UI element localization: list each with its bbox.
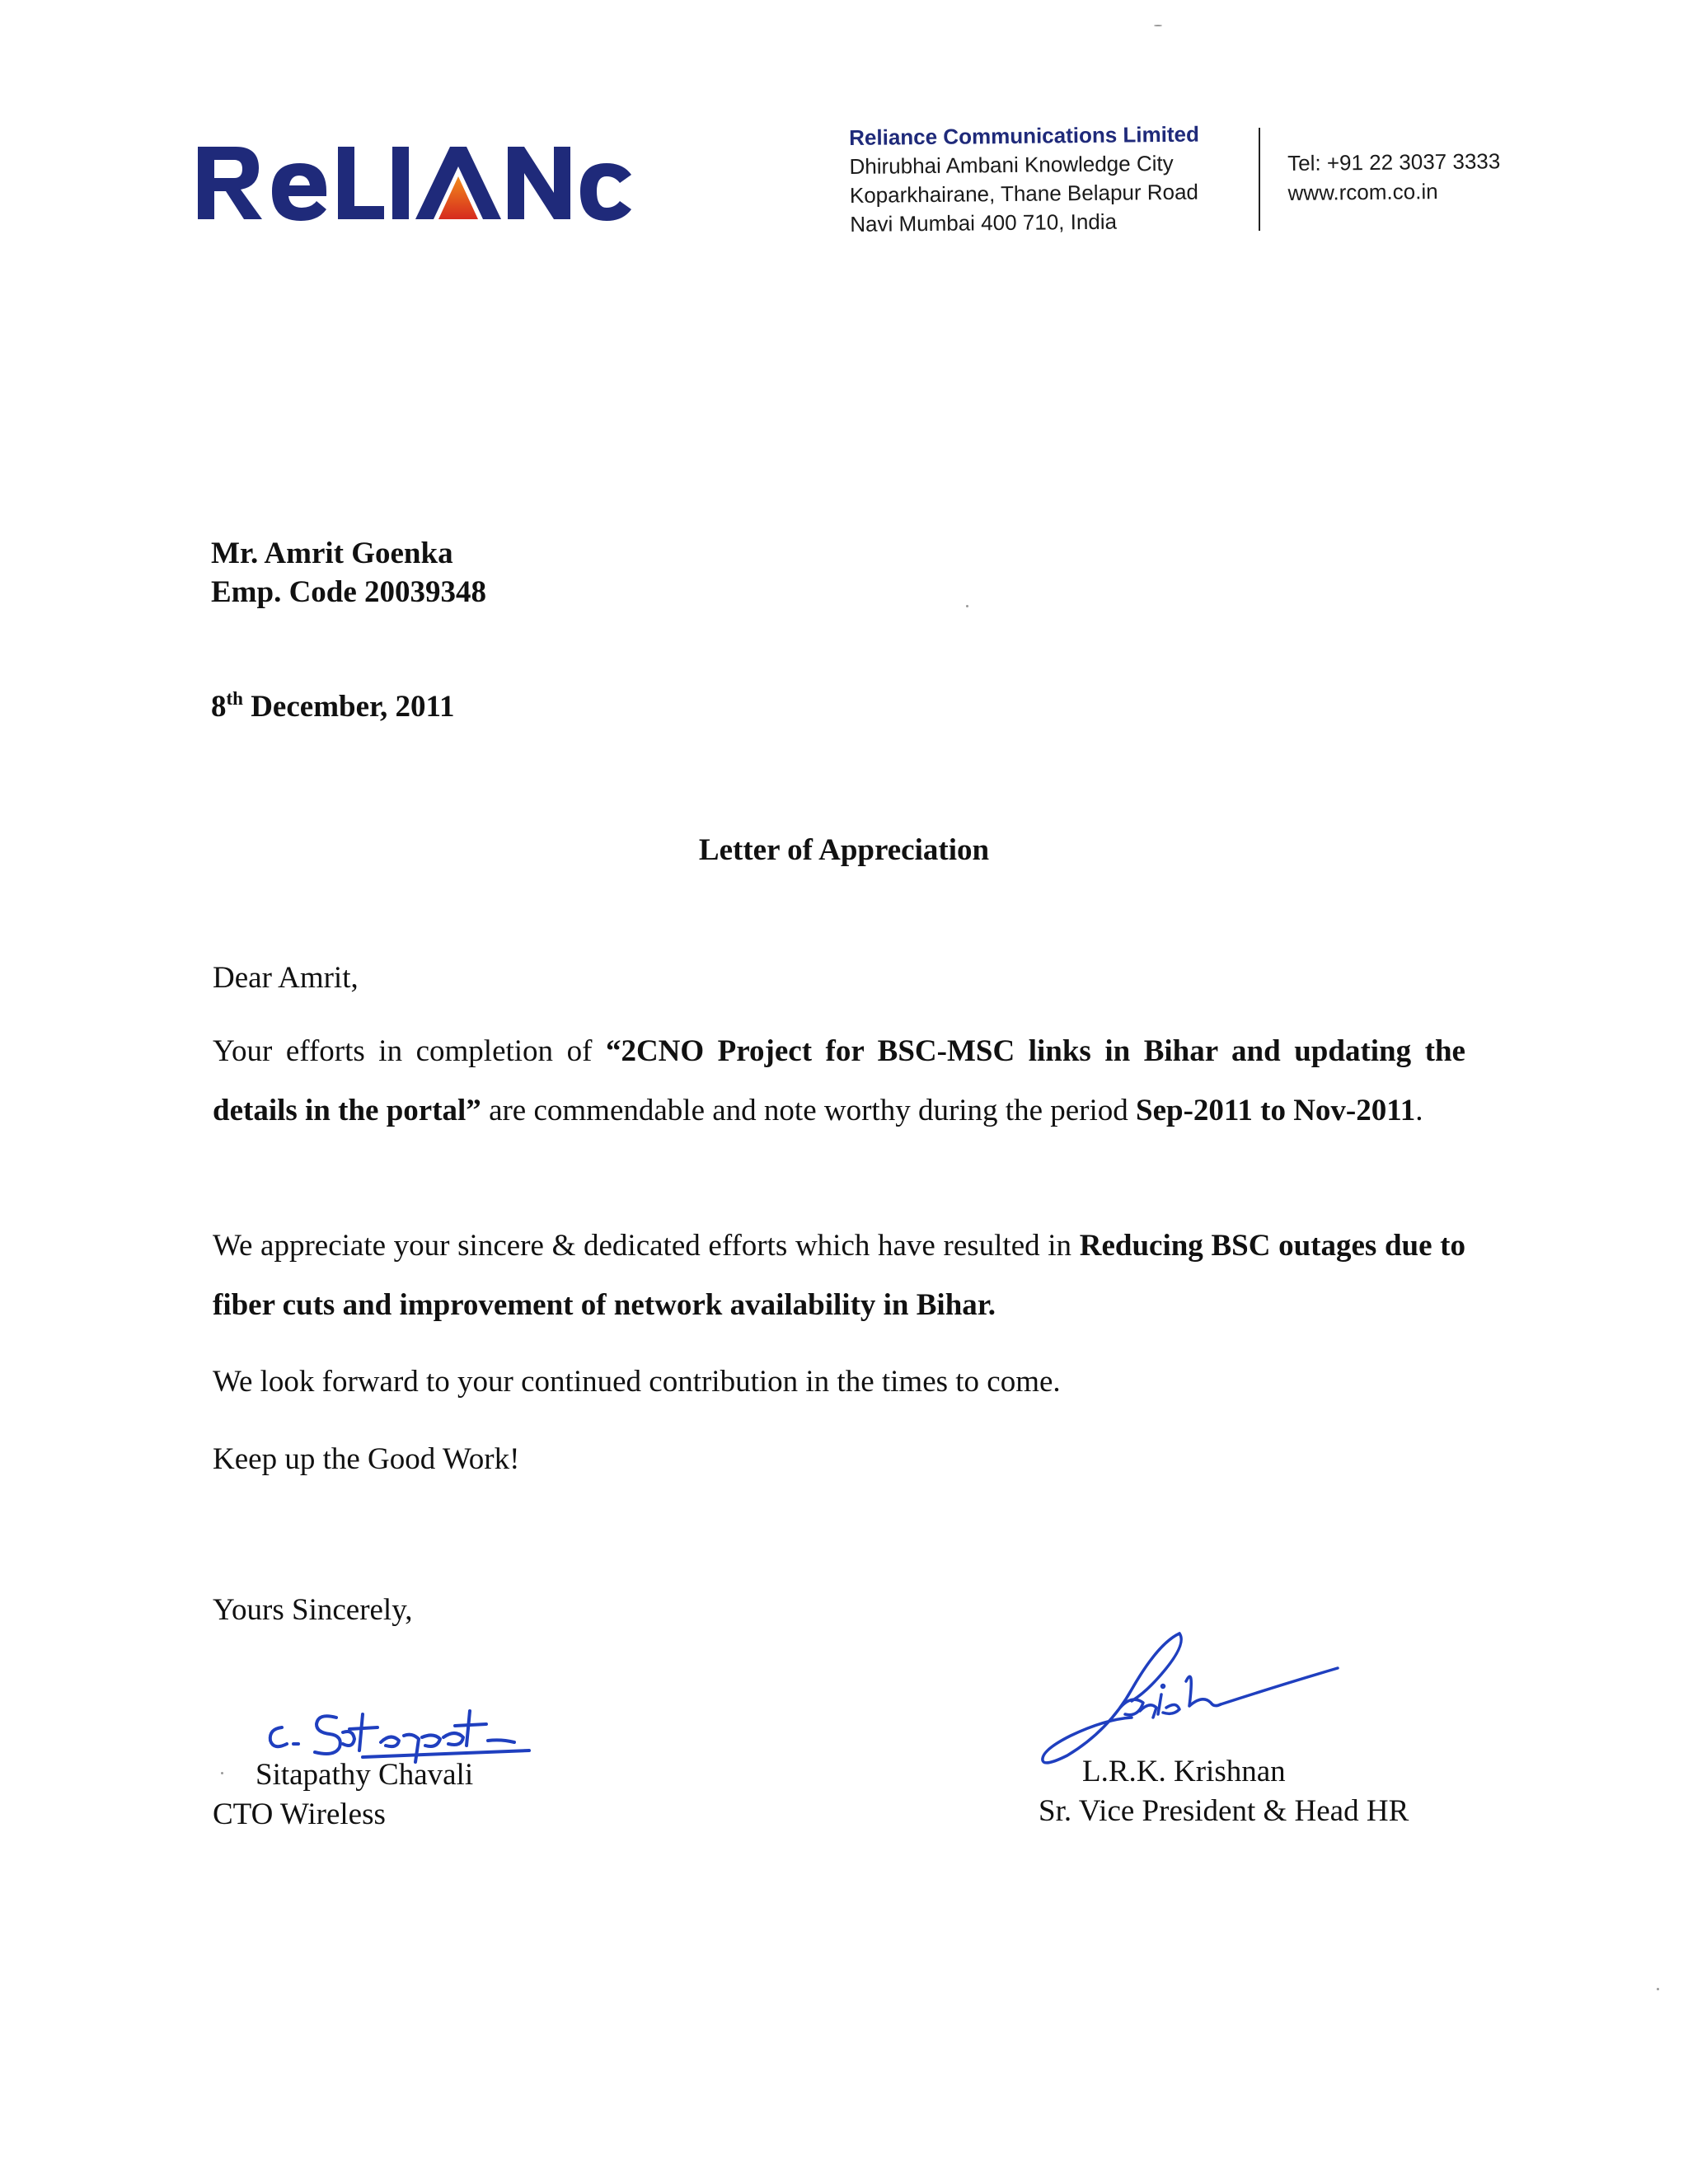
address-line: Navi Mumbai 400 710, India	[850, 209, 1118, 237]
signatory-right-name: L.R.K. Krishnan	[1082, 1755, 1286, 1788]
contact-block	[1287, 146, 1501, 208]
recipient-name: Mr. Amrit Goenka	[211, 537, 453, 570]
signatory-left-name: Sitapathy Chavali	[256, 1758, 474, 1792]
signatory-left	[213, 1755, 473, 1835]
scan-speck	[966, 605, 968, 607]
reliance-logo	[193, 138, 638, 229]
phone-number: Tel: +91 22 3037 3333	[1287, 148, 1501, 176]
achievement-text: Reducing BSC outages due to fiber cuts and improvement of network availability in Bihar.	[213, 1229, 1465, 1322]
text-run: are commendable and note worthy during the period	[481, 1094, 1137, 1127]
body-paragraph-3: We look forward to your continued contribution in the times to come.	[213, 1365, 1061, 1399]
project-name: “2CNO Project for BSC-MSC links in Bihar and updating the details in the portal”	[213, 1034, 1465, 1127]
body-paragraph-4: Keep up the Good Work!	[213, 1442, 520, 1476]
letter-date	[211, 689, 455, 724]
signatory-right-title: Sr. Vice President & Head HR	[1039, 1794, 1409, 1828]
signature-right	[1034, 1615, 1348, 1772]
company-address-block	[849, 120, 1200, 239]
letter-subject: Letter of Appreciation	[698, 833, 990, 867]
recipient-block	[211, 534, 486, 612]
body-paragraph-1	[213, 1022, 1465, 1141]
scan-speck	[1657, 1988, 1659, 1990]
scan-speck	[1154, 25, 1162, 26]
period-range: Sep-2011 to Nov-2011	[1136, 1094, 1416, 1127]
header-divider	[1259, 128, 1260, 231]
website-link: www.rcom.co.in	[1287, 179, 1438, 205]
address-line: Dhirubhai Ambani Knowledge City	[849, 150, 1174, 179]
address-line: Koparkhairane, Thane Belapur Road	[849, 179, 1199, 208]
date-suffix: th	[226, 688, 243, 709]
date-rest: December, 2011	[242, 690, 455, 724]
text-run: We appreciate your sincere & dedicated efforts which have resulted in	[213, 1229, 1080, 1263]
closing: Yours Sincerely,	[213, 1593, 413, 1627]
salutation: Dear Amrit,	[213, 961, 359, 995]
scan-speck	[221, 1772, 223, 1774]
signatory-left-title: CTO Wireless	[213, 1797, 386, 1831]
date-day: 8	[211, 690, 227, 724]
company-name: Reliance Communications Limited	[849, 121, 1200, 150]
signatory-right	[1039, 1752, 1409, 1831]
text-run: .	[1415, 1094, 1423, 1127]
text-run: Your efforts in completion of	[213, 1034, 606, 1068]
employee-code: Emp. Code 20039348	[211, 575, 487, 609]
body-paragraph-2	[213, 1216, 1465, 1335]
